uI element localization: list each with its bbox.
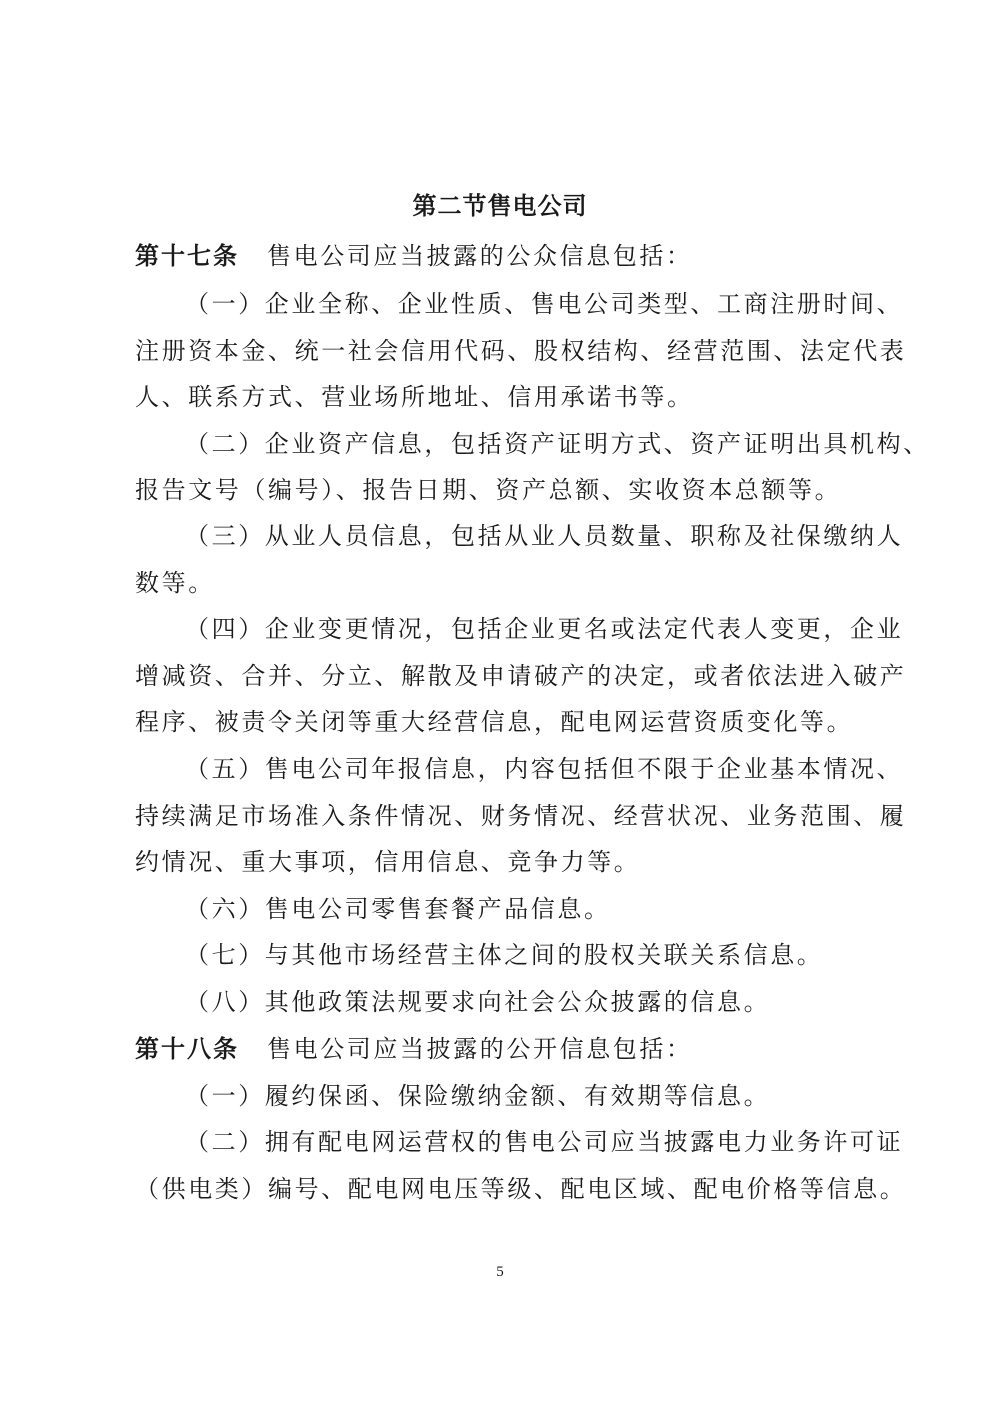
article-17-label: 第十七条: [135, 241, 239, 270]
page-number: 5: [496, 1264, 504, 1280]
paragraph-line: 数等。: [135, 569, 215, 597]
paragraph-line: （二）拥有配电网运营权的售电公司应当披露电力业务许可证: [185, 1128, 904, 1156]
article-17-text: 售电公司应当披露的公众信息包括：: [267, 242, 693, 270]
paragraph-line: （六）售电公司零售套餐产品信息。: [185, 895, 611, 923]
paragraph-line: （八）其他政策法规要求向社会公众披露的信息。: [185, 988, 771, 1016]
paragraph-line: 报告文号（编号）、报告日期、资产总额、实收资本总额等。: [135, 476, 842, 504]
article-18-heading: [135, 1027, 880, 1071]
paragraph-line: （二）企业资产信息，包括资产证明方式、资产证明出具机构、: [185, 430, 930, 458]
paragraph-line: （七）与其他市场经营主体之间的股权关联关系信息。: [185, 941, 824, 969]
paragraph-line: （供电类）编号、配电网电压等级、配电区域、配电价格等信息。: [135, 1175, 907, 1203]
paragraph-line: 约情况、重大事项，信用信息、竞争力等。: [135, 848, 641, 876]
paragraph-line: （五）售电公司年报信息，内容包括但不限于企业基本情况、: [185, 755, 904, 783]
paragraph-line: （三）从业人员信息，包括从业人员数量、职称及社保缴纳人: [185, 522, 904, 550]
paragraph-line: 程序、被责令关闭等重大经营信息，配电网运营资质变化等。: [135, 708, 854, 736]
section-title: 第二节售电公司: [412, 191, 588, 220]
paragraph-line: （一）履约保函、保险缴纳金额、有效期等信息。: [185, 1082, 771, 1110]
article-18-text: 售电公司应当披露的公开信息包括：: [267, 1035, 693, 1063]
paragraph-line: 注册资本金、统一社会信用代码、股权结构、经营范围、法定代表: [135, 337, 907, 365]
paragraph-line: 人、联系方式、营业场所地址、信用承诺书等。: [135, 383, 694, 411]
article-18-label: 第十八条: [135, 1034, 239, 1063]
paragraph-line: （四）企业变更情况，包括企业更名或法定代表人变更，企业: [185, 615, 904, 643]
paragraph-line: （一）企业全称、企业性质、售电公司类型、工商注册时间、: [185, 290, 904, 318]
article-17-heading: [135, 234, 880, 278]
paragraph-line: 持续满足市场准入条件情况、财务情况、经营状况、业务范围、履: [135, 802, 907, 830]
paragraph-line: 增减资、合并、分立、解散及申请破产的决定，或者依法进入破产: [135, 662, 907, 690]
